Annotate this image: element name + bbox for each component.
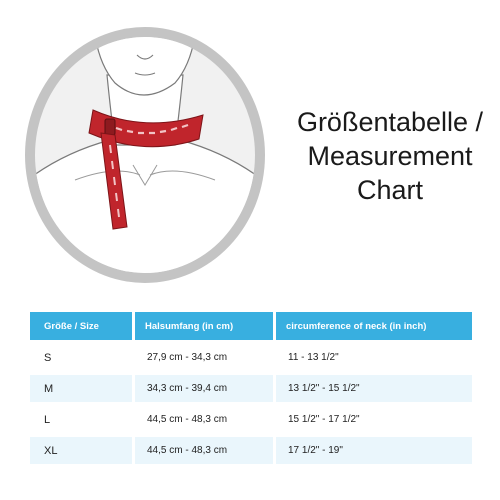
cell-neck-cm: 34,3 cm - 39,4 cm xyxy=(134,373,275,404)
table-row xyxy=(30,373,472,404)
neck-collar-illustration xyxy=(15,15,275,295)
cell-size: M xyxy=(30,373,134,404)
cell-size: XL xyxy=(30,435,134,464)
cell-neck-inch: 11 - 13 1/2" xyxy=(275,342,473,373)
cell-size: S xyxy=(30,342,134,373)
cell-neck-inch: 13 1/2" - 15 1/2" xyxy=(275,373,473,404)
cell-neck-inch: 17 1/2" - 19" xyxy=(275,435,473,464)
table-row xyxy=(30,404,472,435)
heading-line-1: Größentabelle / xyxy=(296,107,484,137)
size-table xyxy=(30,312,472,464)
heading-line-2: Measurement xyxy=(307,141,473,171)
cell-size: L xyxy=(30,404,134,435)
chart-heading xyxy=(270,105,500,207)
table-row xyxy=(30,435,472,464)
table-header-row xyxy=(30,312,472,342)
neck-collar-icon xyxy=(15,15,275,295)
cell-neck-cm: 27,9 cm - 34,3 cm xyxy=(134,342,275,373)
heading-line-3: Chart xyxy=(356,175,424,205)
header-neck-inch: circumference of neck (in inch) xyxy=(275,312,473,342)
cell-neck-inch: 15 1/2" - 17 1/2" xyxy=(275,404,473,435)
header-neck-cm: Halsumfang (in cm) xyxy=(134,312,275,342)
cell-neck-cm: 44,5 cm - 48,3 cm xyxy=(134,404,275,435)
table-row xyxy=(30,342,472,373)
header-size: Größe / Size xyxy=(30,312,134,342)
cell-neck-cm: 44,5 cm - 48,3 cm xyxy=(134,435,275,464)
